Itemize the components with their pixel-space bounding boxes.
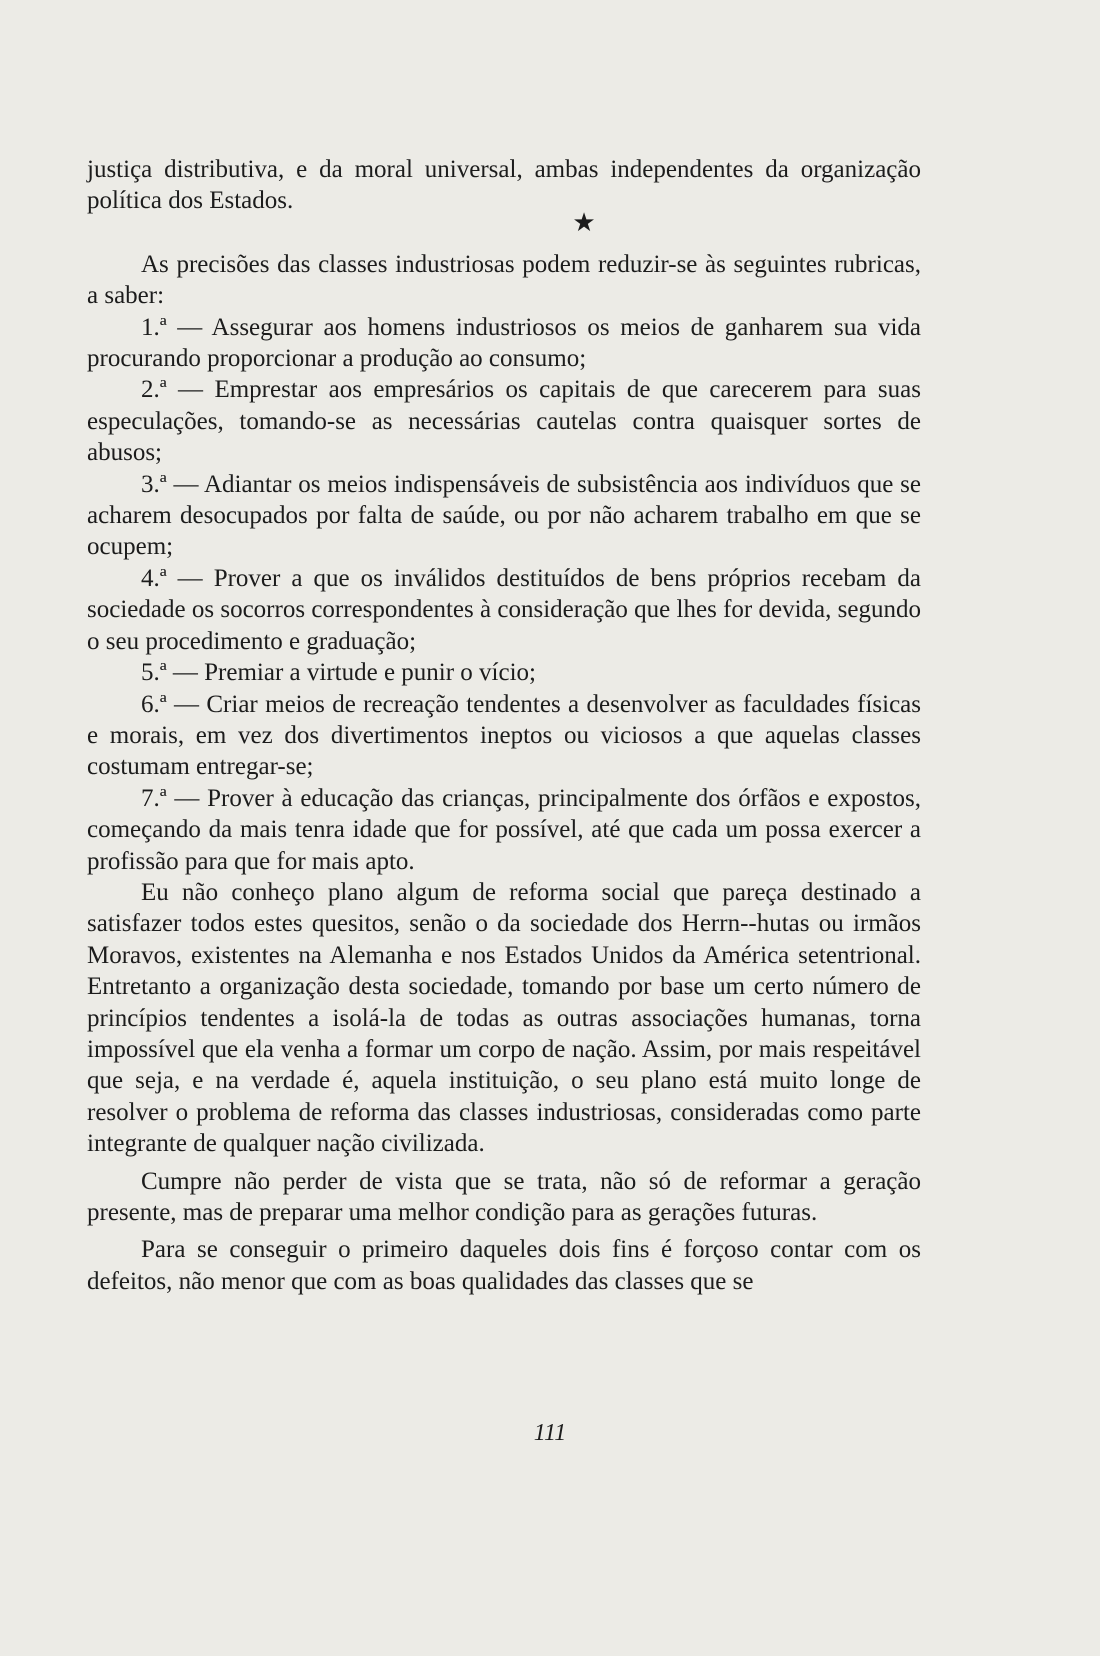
page-number: 111	[533, 1420, 567, 1446]
body-paragraph: Eu não conheço plano algum de reforma social que pareça destinado a satisfazer todos estes quesitos, senão o da sociedade dos Herrn--hutas ou irmãos Moravos, existentes na Alemanha e nos Estados Unidos da América setentrional. Entretanto a organização desta sociedade, tomando por base um certo número de princípios tendentes a isolá-la de todas as outras associações humanas, torna impossível que ela venha a formar um corpo de nação. Assim, por mais respeitável que seja, e na verdade é, aquela instituição, o seu plano está muito longe de resolver o problema de reforma das classes industriosas, consideradas como parte integrante de qualquer nação civilizada.	[87, 878, 921, 1158]
paragraph-continuation: justiça distributiva, e da moral universal, ambas independentes da organização política dos Estados.	[87, 156, 921, 215]
body-paragraph: Cumpre não perder de vista que se trata, não só de reformar a geração presente, mas de preparar uma melhor condição para as gerações futuras.	[87, 1167, 921, 1226]
list-item: 1.ª — Assegurar aos homens industriosos os meios de ganharem sua vida procurando proporcionar a produção ao consumo;	[87, 313, 921, 373]
star-ornament-icon: ★	[572, 207, 596, 237]
list-item: 7.ª — Prover à educação das crianças, principalmente dos órfãos e expostos, começando da mais tenra idade que for possível, até que cada um possa exercer a profissão para que for mais apto.	[87, 784, 921, 875]
list-item: 2.ª — Emprestar aos empresários os capitais de que carecerem para suas especulações, tomando-se as necessárias cautelas contra quaisquer sortes de abusos;	[87, 376, 921, 467]
list-item: 3.ª — Adiantar os meios indispensáveis de subsistência aos indivíduos que se acharem desocupados por falta de saúde, ou por não acharem trabalho em que se ocupem;	[87, 470, 921, 561]
body-paragraph: Para se conseguir o primeiro daqueles dois fins é forçoso contar com os defeitos, não menor que com as boas qualidades das classes que se	[87, 1236, 921, 1295]
list-item: 5.ª — Premiar a virtude e punir o vício;	[141, 659, 536, 687]
paragraph-intro: As precisões das classes industriosas podem reduzir-se às seguintes rubricas, a saber:	[87, 250, 921, 310]
list-item: 6.ª — Criar meios de recreação tendentes a desenvolver as faculdades físicas e morais, em vez dos divertimentos ineptos ou viciosos a que aquelas classes costumam entregar-se;	[87, 690, 921, 781]
page-text	[87, 154, 921, 1297]
list-item: 4.ª — Prover a que os inválidos destituídos de bens próprios recebam da sociedade os socorros correspondentes à consideração que lhes for devida, segundo o seu procedimento e graduação;	[87, 564, 921, 655]
